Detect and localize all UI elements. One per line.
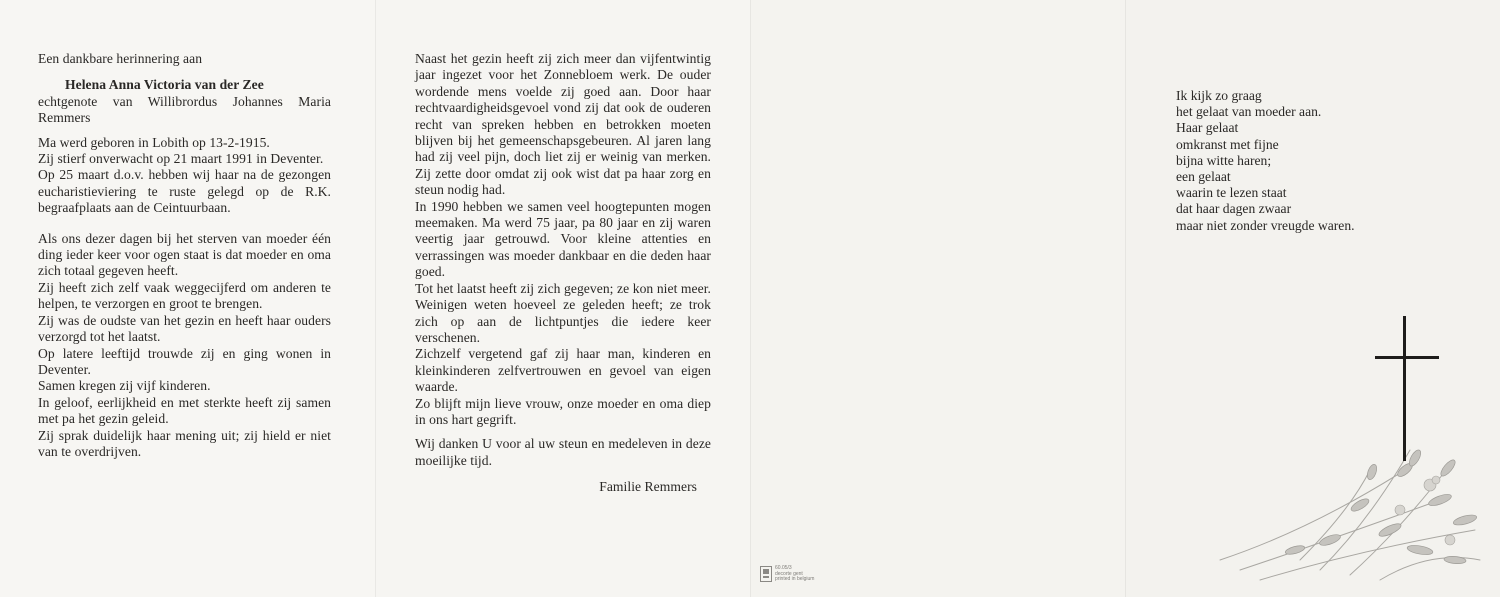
poem-line: dat haar dagen zwaar xyxy=(1176,201,1292,217)
paragraph: In geloof, eerlijkheid en met sterkte heeft zij samen met pa het gezin geleid. xyxy=(38,394,331,427)
printer-name: decorte gent xyxy=(775,570,803,577)
cross-icon xyxy=(1375,356,1439,359)
fold-line xyxy=(1125,0,1126,597)
flower-spray-icon xyxy=(1200,410,1490,590)
poem-line: een gelaat xyxy=(1176,169,1231,185)
signature: Familie Remmers xyxy=(599,479,697,495)
paragraph: Samen kregen zij vijf kinderen. xyxy=(38,378,211,394)
printer-code: 60.05/3 xyxy=(775,565,792,571)
paragraph: Op latere leeftijd trouwde zij en ging wonen in Deventer. xyxy=(38,345,331,377)
paragraph: Tot het laatst heeft zij zich gegeven; ze kon niet meer. Weinigen weten hoeveel ze geleden heeft; ze trok zich op aan de lichtpuntjes die iedere keer verschenen. xyxy=(415,280,711,345)
poem-line: omkranst met fijne xyxy=(1176,136,1279,152)
intro-line: Een dankbare herinnering aan xyxy=(38,51,203,66)
poem-line: maar niet zonder vreugde waren. xyxy=(1176,217,1355,233)
panel-blank xyxy=(750,0,1125,597)
deceased-name: Helena Anna Victoria van der Zee xyxy=(65,77,264,93)
paragraph: Op 25 maart d.o.v. hebben wij haar na de gezongen eucharistieviering te ruste gelegd op de R.K. begraafplaats aan de Ceintuurbaan. xyxy=(38,167,331,216)
paragraph: Zichzelf vergetend gaf zij haar man, kinderen en kleinkinderen zelfvertrouwen en gevoel van eigen waarde. xyxy=(415,346,711,395)
middle-panel-text xyxy=(415,51,711,496)
poem-line: het gelaat van moeder aan. xyxy=(1176,104,1322,120)
paragraph: Zij heeft zich zelf vaak weggecijferd om anderen te helpen, te verzorgen en groot te brengen. xyxy=(38,279,331,312)
poem-line: Haar gelaat xyxy=(1176,120,1239,136)
paragraph: Zo blijft mijn lieve vrouw, onze moeder en oma diep in ons hart gegrift. xyxy=(415,395,711,427)
fold-line xyxy=(375,0,376,597)
paragraph: Zij stierf onverwacht op 21 maart 1991 in Deventer. xyxy=(38,151,324,167)
cross-icon xyxy=(1403,316,1406,461)
fold-line xyxy=(750,0,751,597)
spouse-line: echtgenote van Willibrordus Johannes Maria Remmers xyxy=(38,93,331,126)
paragraph: Zij sprak duidelijk haar mening uit; zij hield er niet van te overdrijven. xyxy=(38,427,331,459)
poem-line: bijna witte haren; xyxy=(1176,152,1272,168)
poem-line: waarin te lezen staat xyxy=(1176,185,1287,201)
poem-line: Ik kijk zo graag xyxy=(1176,88,1262,103)
printer-text xyxy=(775,566,814,583)
paragraph: Wij danken U voor al uw steun en medeleven in deze moeilijke tijd. xyxy=(415,436,711,468)
printer-origin: printed in belgium xyxy=(775,576,815,583)
printer-mark xyxy=(760,566,814,583)
left-panel-text xyxy=(38,51,331,460)
paragraph: Naast het gezin heeft zij zich meer dan vijfentwintig jaar ingezet voor het Zonnebloem werk. De ouder wordende mens voelde zij goed aan. Door haar rechtvaardigheidsgevoel vond zij dat ook de ouderen recht van spreken hebben en betrokken moeten blijven bij het gemeenschapsgebeuren. Al jaren lang had zij veel pijn, doch liet zij er weinig van merken. Zij zette door omdat zij ook wist dat pa haar zorg en steun nodig had. xyxy=(415,51,711,198)
printer-logo-icon xyxy=(760,566,772,582)
paragraph: Zij was de oudste van het gezin en heeft haar ouders verzorgd tot het laatst. xyxy=(38,312,331,345)
poem xyxy=(1176,88,1355,234)
paragraph: In 1990 hebben we samen veel hoogtepunten mogen meemaken. Ma werd 75 jaar, pa 80 jaar en zij waren veertig jaar getrouwd. Voor kleine attenties en verrassingen was moeder dankbaar en die deden haar goed. xyxy=(415,198,711,280)
paragraph: Als ons dezer dagen bij het sterven van moeder één ding ieder keer voor ogen staat is dat moeder en oma zich totaal gegeven heeft. xyxy=(38,230,331,279)
paragraph: Ma werd geboren in Lobith op 13-2-1915. xyxy=(38,134,270,150)
